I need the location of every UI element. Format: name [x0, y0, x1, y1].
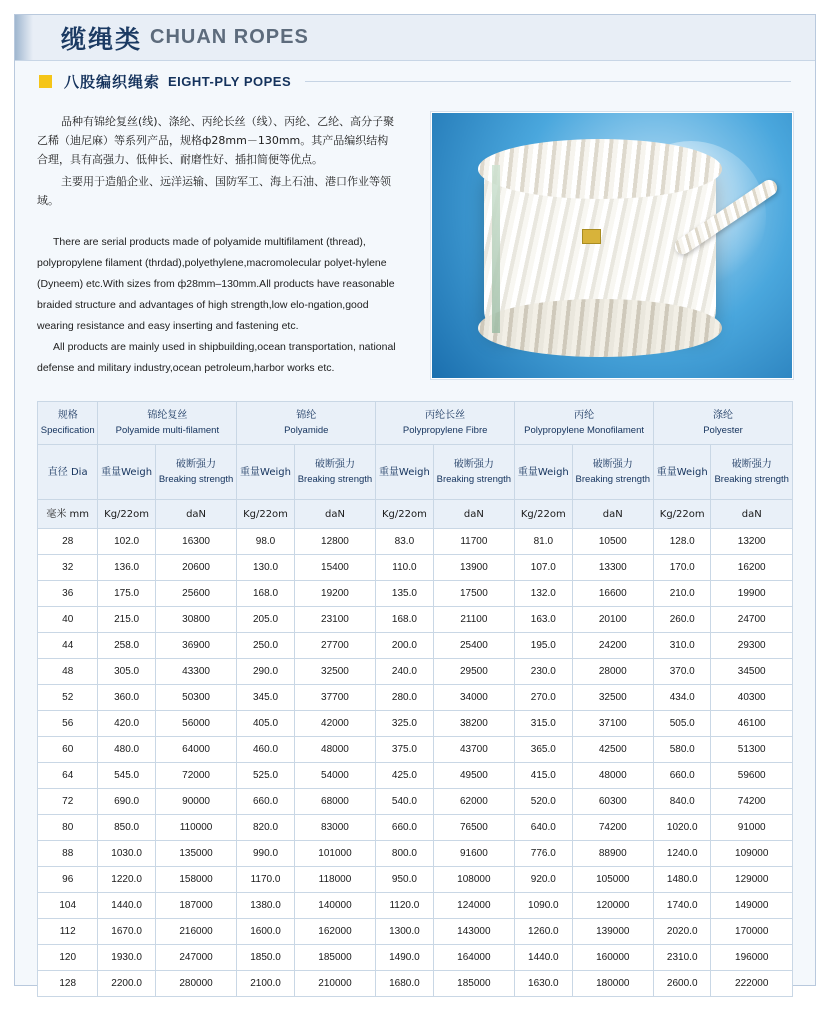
table-cell: 820.0: [237, 815, 294, 841]
table-cell: 32: [38, 555, 98, 581]
table-cell: 91000: [711, 815, 793, 841]
table-cell: 51300: [711, 737, 793, 763]
table-cell: 44: [38, 633, 98, 659]
sub-header-9-cn: 重量Weigh: [656, 466, 708, 478]
table-cell: 27700: [294, 633, 376, 659]
table-cell: 660.0: [376, 815, 433, 841]
table-cell: 108000: [433, 867, 515, 893]
unit-cell-8: daN: [572, 500, 654, 529]
table-cell: 139000: [572, 919, 654, 945]
table-cell: 81.0: [515, 529, 572, 555]
table-row: [38, 815, 793, 841]
table-cell: 160000: [572, 945, 654, 971]
rope-label-tag: [582, 229, 601, 244]
table-body: [38, 529, 793, 997]
group-header-polyester-en: Polyester: [703, 425, 743, 436]
table-cell: 15400: [294, 555, 376, 581]
table-cell: 102.0: [98, 529, 155, 555]
unit-cell-7: Kg/22om: [515, 500, 572, 529]
table-cell: 415.0: [515, 763, 572, 789]
table-cell: 2020.0: [654, 919, 711, 945]
group-header-specification-cn: 规格: [57, 410, 78, 421]
table-cell: 28000: [572, 659, 654, 685]
table-cell: 98.0: [237, 529, 294, 555]
table-cell: 52: [38, 685, 98, 711]
group-header-polyamide-multifilament: [98, 402, 237, 445]
table-cell: 1300.0: [376, 919, 433, 945]
table-row: [38, 893, 793, 919]
unit-cell-4: daN: [294, 500, 376, 529]
sub-header-10-cn: 破断强力: [731, 459, 772, 470]
sub-header-6-en: Breaking strength: [436, 474, 512, 485]
table-cell: 175.0: [98, 581, 155, 607]
table-cell: 10500: [572, 529, 654, 555]
table-cell: 420.0: [98, 711, 155, 737]
table-row: [38, 581, 793, 607]
table-cell: 305.0: [98, 659, 155, 685]
table-cell: 72000: [155, 763, 237, 789]
table-cell: 29500: [433, 659, 515, 685]
page-header: [15, 15, 815, 61]
table-cell: 215.0: [98, 607, 155, 633]
table-cell: 68000: [294, 789, 376, 815]
sub-header-4-cn: 破断强力: [314, 459, 355, 470]
table-cell: 17500: [433, 581, 515, 607]
table-cell: 54000: [294, 763, 376, 789]
group-header-polypropylene-monofilament-cn: 丙纶: [574, 410, 595, 421]
table-cell: 110000: [155, 815, 237, 841]
unit-cell-3: Kg/22om: [237, 500, 294, 529]
table-cell: 135.0: [376, 581, 433, 607]
table-cell: 91600: [433, 841, 515, 867]
specification-table: [37, 401, 793, 997]
table-cell: 1380.0: [237, 893, 294, 919]
table-cell: 96: [38, 867, 98, 893]
sub-header-10-en: Breaking strength: [714, 474, 789, 485]
table-cell: 800.0: [376, 841, 433, 867]
table-cell: 1600.0: [237, 919, 294, 945]
table-cell: 280.0: [376, 685, 433, 711]
table-cell: 525.0: [237, 763, 294, 789]
sub-header-8-cn: 破断强力: [592, 459, 633, 470]
table-cell: 345.0: [237, 685, 294, 711]
table-cell: 280000: [155, 971, 237, 997]
sub-header-8: [572, 445, 654, 500]
table-cell: 104: [38, 893, 98, 919]
table-cell: 110.0: [376, 555, 433, 581]
table-cell: 1240.0: [654, 841, 711, 867]
table-cell: 250.0: [237, 633, 294, 659]
table-cell: 64000: [155, 737, 237, 763]
table-cell: 1490.0: [376, 945, 433, 971]
table-row: [38, 685, 793, 711]
table-cell: 90000: [155, 789, 237, 815]
group-header-polypropylene-monofilament-en: Polypropylene Monofilament: [524, 425, 645, 436]
table-cell: 59600: [711, 763, 793, 789]
group-header-polypropylene-fibre-en: Polypropylene Fibre: [402, 425, 488, 436]
table-cell: 24700: [711, 607, 793, 633]
table-cell: 260.0: [654, 607, 711, 633]
table-cell: 80: [38, 815, 98, 841]
table-cell: 240.0: [376, 659, 433, 685]
sub-header-1-cn: 重量Weigh: [101, 466, 153, 478]
page-footer-space: [15, 997, 815, 1023]
table-cell: 32500: [572, 685, 654, 711]
table-row: [38, 529, 793, 555]
table-cell: 195.0: [515, 633, 572, 659]
group-header-polypropylene-fibre-cn: 丙纶长丝: [425, 410, 466, 421]
table-cell: 107.0: [515, 555, 572, 581]
table-cell: 205.0: [237, 607, 294, 633]
table-cell: 112: [38, 919, 98, 945]
table-cell: 20100: [572, 607, 654, 633]
table-cell: 1020.0: [654, 815, 711, 841]
table-cell: 37100: [572, 711, 654, 737]
table-cell: 210000: [294, 971, 376, 997]
table-cell: 1740.0: [654, 893, 711, 919]
table-cell: 118000: [294, 867, 376, 893]
table-cell: 315.0: [515, 711, 572, 737]
table-cell: 405.0: [237, 711, 294, 737]
sub-header-7: [515, 445, 572, 500]
table-cell: 37700: [294, 685, 376, 711]
table-cell: 163.0: [515, 607, 572, 633]
group-header-polypropylene-fibre: [376, 402, 515, 445]
table-cell: 36900: [155, 633, 237, 659]
table-cell: 36: [38, 581, 98, 607]
table-cell: 2200.0: [98, 971, 155, 997]
table-cell: 56000: [155, 711, 237, 737]
table-cell: 23100: [294, 607, 376, 633]
table-cell: 1170.0: [237, 867, 294, 893]
table-cell: 20600: [155, 555, 237, 581]
table-row: [38, 633, 793, 659]
table-cell: 170000: [711, 919, 793, 945]
table-row: [38, 737, 793, 763]
table-cell: 88900: [572, 841, 654, 867]
table-cell: 990.0: [237, 841, 294, 867]
table-row: [38, 841, 793, 867]
table-cell: 60300: [572, 789, 654, 815]
table-cell: 640.0: [515, 815, 572, 841]
table-cell: 920.0: [515, 867, 572, 893]
table-cell: 310.0: [654, 633, 711, 659]
bullet-square-icon: [39, 75, 52, 88]
table-cell: 129000: [711, 867, 793, 893]
sub-header-7-cn: 重量Weigh: [517, 466, 569, 478]
page-title-en: CHUAN ROPES: [150, 26, 309, 48]
table-cell: 50300: [155, 685, 237, 711]
table-cell: 29300: [711, 633, 793, 659]
table-cell: 365.0: [515, 737, 572, 763]
table-cell: 247000: [155, 945, 237, 971]
sub-header-0: [38, 445, 98, 500]
sub-header-3: [237, 445, 294, 500]
table-cell: 120000: [572, 893, 654, 919]
table-cell: 13300: [572, 555, 654, 581]
group-header-polyamide-cn: 锦纶: [296, 410, 317, 421]
product-image-column: [415, 112, 793, 379]
table-cell: 21100: [433, 607, 515, 633]
table-cell: 210.0: [654, 581, 711, 607]
table-cell: 140000: [294, 893, 376, 919]
description-en-1: There are serial products made of polyamide multifilament (thread), polypropylene filament (thrdad),polyethylene,macromolecular polyet-hylene (Dyneem) etc.With sizes from ф28mm–130mm.All products have reasonable braided structure and advantages of high strength,low elo-ngation,good wearing resistance and easy inserting and fastening etc.: [37, 236, 395, 332]
table-cell: 25600: [155, 581, 237, 607]
table-cell: 200.0: [376, 633, 433, 659]
spec-table-wrapper: [15, 379, 815, 997]
sub-header-4: [294, 445, 376, 500]
table-cell: 170.0: [654, 555, 711, 581]
sub-header-4-en: Breaking strength: [297, 474, 373, 485]
unit-cell-5: Kg/22om: [376, 500, 433, 529]
table-cell: 1260.0: [515, 919, 572, 945]
group-header-polyamide-en: Polyamide: [284, 425, 329, 436]
unit-cell-0: 毫米 mm: [38, 500, 98, 529]
sub-header-6: [433, 445, 515, 500]
table-cell: 776.0: [515, 841, 572, 867]
table-cell: 64: [38, 763, 98, 789]
table-cell: 1480.0: [654, 867, 711, 893]
table-row: [38, 763, 793, 789]
table-cell: 83.0: [376, 529, 433, 555]
table-cell: 185000: [294, 945, 376, 971]
sub-header-8-en: Breaking strength: [575, 474, 650, 485]
description-en-2: All products are mainly used in shipbuilding,ocean transportation, national defense and military industry,ocean petroleum,harbor works etc.: [37, 341, 396, 374]
table-cell: 128: [38, 971, 98, 997]
table-cell: 19900: [711, 581, 793, 607]
unit-cell-1: Kg/22om: [98, 500, 155, 529]
rope-binding-strap: [492, 165, 500, 333]
unit-cell-10: daN: [711, 500, 793, 529]
table-cell: 42000: [294, 711, 376, 737]
table-row: [38, 711, 793, 737]
table-cell: 2310.0: [654, 945, 711, 971]
table-cell: 46100: [711, 711, 793, 737]
table-row: [38, 971, 793, 997]
table-cell: 580.0: [654, 737, 711, 763]
table-cell: 32500: [294, 659, 376, 685]
page-title-cn: 缆绳类: [61, 24, 143, 54]
section-subtitle: [15, 61, 815, 100]
table-cell: 19200: [294, 581, 376, 607]
table-cell: 48000: [572, 763, 654, 789]
table-cell: 660.0: [654, 763, 711, 789]
table-cell: 290.0: [237, 659, 294, 685]
table-cell: 425.0: [376, 763, 433, 789]
table-cell: 434.0: [654, 685, 711, 711]
table-cell: 24200: [572, 633, 654, 659]
table-cell: 360.0: [98, 685, 155, 711]
subtitle-en: EIGHT-PLY POPES: [168, 74, 292, 89]
table-cell: 1850.0: [237, 945, 294, 971]
table-row: [38, 607, 793, 633]
table-cell: 120: [38, 945, 98, 971]
group-header-polyamide-multifilament-cn: 锦纶复丝: [147, 410, 188, 421]
table-cell: 180000: [572, 971, 654, 997]
table-cell: 520.0: [515, 789, 572, 815]
table-cell: 16300: [155, 529, 237, 555]
sub-header-9: [654, 445, 711, 500]
table-row: [38, 555, 793, 581]
table-cell: 88: [38, 841, 98, 867]
table-cell: 1630.0: [515, 971, 572, 997]
table-cell: 43300: [155, 659, 237, 685]
table-cell: 149000: [711, 893, 793, 919]
table-cell: 72: [38, 789, 98, 815]
sub-header-5: [376, 445, 433, 500]
table-cell: 48000: [294, 737, 376, 763]
table-cell: 34500: [711, 659, 793, 685]
table-cell: 49500: [433, 763, 515, 789]
sub-header-6-cn: 破断强力: [453, 459, 494, 470]
table-cell: 56: [38, 711, 98, 737]
sub-header-3-cn: 重量Weigh: [240, 466, 291, 478]
table-cell: 325.0: [376, 711, 433, 737]
table-cell: 132.0: [515, 581, 572, 607]
subtitle-cn: 八股编织绳索: [64, 73, 161, 91]
unit-cell-6: daN: [433, 500, 515, 529]
group-header-specification: [38, 402, 98, 445]
unit-cell-2: daN: [155, 500, 237, 529]
table-cell: 545.0: [98, 763, 155, 789]
table-cell: 12800: [294, 529, 376, 555]
product-photo: [431, 112, 793, 379]
table-cell: 30800: [155, 607, 237, 633]
table-cell: 1670.0: [98, 919, 155, 945]
table-cell: 258.0: [98, 633, 155, 659]
table-cell: 270.0: [515, 685, 572, 711]
table-cell: 1030.0: [98, 841, 155, 867]
table-cell: 16600: [572, 581, 654, 607]
table-cell: 60: [38, 737, 98, 763]
table-cell: 185000: [433, 971, 515, 997]
unit-cell-9: Kg/22om: [654, 500, 711, 529]
page-frame: [14, 14, 816, 989]
sub-header-0-cn: 直径 Dia: [47, 466, 88, 478]
table-cell: 1440.0: [515, 945, 572, 971]
table-header-row-groups: [38, 402, 793, 445]
subtitle-divider: [305, 81, 791, 82]
table-row: [38, 945, 793, 971]
table-cell: 187000: [155, 893, 237, 919]
description-cn-2: 主要用于造船企业、远洋运输、国防军工、海上石油、港口作业等领域。: [37, 175, 391, 207]
table-cell: 136.0: [98, 555, 155, 581]
table-cell: 1090.0: [515, 893, 572, 919]
table-cell: 2100.0: [237, 971, 294, 997]
sub-header-5-cn: 重量Weigh: [378, 466, 430, 478]
table-cell: 13200: [711, 529, 793, 555]
table-cell: 1680.0: [376, 971, 433, 997]
table-cell: 42500: [572, 737, 654, 763]
table-cell: 158000: [155, 867, 237, 893]
table-cell: 11700: [433, 529, 515, 555]
table-cell: 101000: [294, 841, 376, 867]
table-cell: 128.0: [654, 529, 711, 555]
table-cell: 135000: [155, 841, 237, 867]
table-cell: 143000: [433, 919, 515, 945]
description-column: [37, 112, 397, 379]
table-cell: 950.0: [376, 867, 433, 893]
table-header-row-units: [38, 500, 793, 529]
table-header-row-measures: [38, 445, 793, 500]
table-cell: 168.0: [237, 581, 294, 607]
table-cell: 168.0: [376, 607, 433, 633]
table-cell: 460.0: [237, 737, 294, 763]
table-cell: 48: [38, 659, 98, 685]
table-row: [38, 789, 793, 815]
table-cell: 83000: [294, 815, 376, 841]
table-cell: 850.0: [98, 815, 155, 841]
table-cell: 162000: [294, 919, 376, 945]
table-cell: 25400: [433, 633, 515, 659]
table-cell: 74200: [572, 815, 654, 841]
table-row: [38, 867, 793, 893]
table-cell: 130.0: [237, 555, 294, 581]
table-cell: 105000: [572, 867, 654, 893]
table-head: [38, 402, 793, 529]
table-cell: 74200: [711, 789, 793, 815]
table-cell: 690.0: [98, 789, 155, 815]
table-cell: 1220.0: [98, 867, 155, 893]
table-cell: 2600.0: [654, 971, 711, 997]
table-cell: 62000: [433, 789, 515, 815]
table-cell: 222000: [711, 971, 793, 997]
description-cn-1: 品种有锦纶复丝(线)、涤纶、丙纶长丝（线）、丙纶、乙纶、高分子聚乙稀（迪尼麻）等系列产品，规格ф28mm－130mm。其产品编织结构合理，具有高强力、低伸长、耐磨性好、插扣简便等优点。: [37, 115, 395, 166]
table-cell: 375.0: [376, 737, 433, 763]
table-cell: 1930.0: [98, 945, 155, 971]
table-cell: 480.0: [98, 737, 155, 763]
group-header-polyester: [654, 402, 793, 445]
table-row: [38, 659, 793, 685]
table-cell: 505.0: [654, 711, 711, 737]
sub-header-10: [711, 445, 793, 500]
sub-header-2-en: Breaking strength: [158, 474, 234, 485]
group-header-polyester-cn: 涤纶: [713, 410, 734, 421]
group-header-polypropylene-monofilament: [515, 402, 654, 445]
group-header-polyamide: [237, 402, 376, 445]
table-cell: 1440.0: [98, 893, 155, 919]
table-cell: 840.0: [654, 789, 711, 815]
table-cell: 76500: [433, 815, 515, 841]
sub-header-1: [98, 445, 155, 500]
table-cell: 370.0: [654, 659, 711, 685]
table-cell: 34000: [433, 685, 515, 711]
table-cell: 40: [38, 607, 98, 633]
table-cell: 43700: [433, 737, 515, 763]
table-row: [38, 919, 793, 945]
table-cell: 38200: [433, 711, 515, 737]
table-cell: 13900: [433, 555, 515, 581]
table-cell: 16200: [711, 555, 793, 581]
sub-header-2-cn: 破断强力: [176, 459, 217, 470]
sub-header-2: [155, 445, 237, 500]
table-cell: 109000: [711, 841, 793, 867]
table-cell: 164000: [433, 945, 515, 971]
intro-section: [15, 100, 815, 379]
table-cell: 196000: [711, 945, 793, 971]
table-cell: 216000: [155, 919, 237, 945]
table-cell: 124000: [433, 893, 515, 919]
table-cell: 230.0: [515, 659, 572, 685]
table-cell: 540.0: [376, 789, 433, 815]
table-cell: 40300: [711, 685, 793, 711]
table-cell: 660.0: [237, 789, 294, 815]
table-cell: 1120.0: [376, 893, 433, 919]
group-header-polyamide-multifilament-en: Polyamide multi-filament: [115, 425, 220, 436]
table-cell: 28: [38, 529, 98, 555]
group-header-specification-en: Specification: [40, 425, 95, 436]
